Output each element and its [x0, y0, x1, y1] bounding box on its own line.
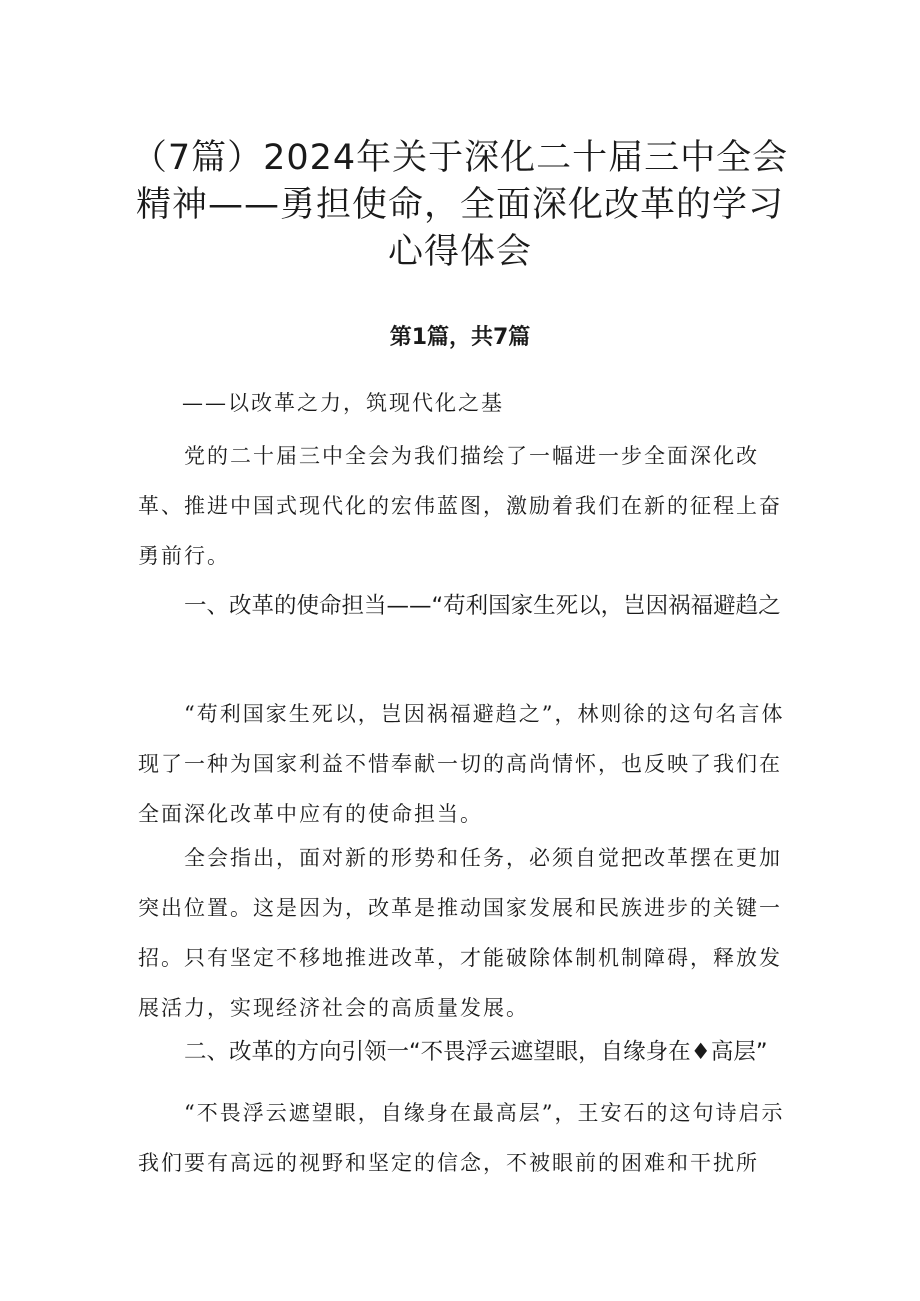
section-2-heading: 二、改革的方向引领一“不畏浮云遮望眼，自缘身在♦高层”: [184, 1039, 768, 1065]
title-line-1: （7篇）2024年关于深化二十届三中全会: [131, 138, 789, 179]
document-title: [100, 135, 820, 276]
section-1-heading: 一、改革的使命担当——“苟利国家生死以，岂因祸福避趋之: [184, 593, 781, 619]
paragraph-4: “不畏浮云遮望眼，自缘身在最高层”，王安石的这句诗启示我们要有高远的视野和坚定的信念，不被眼前的困难和干扰所: [138, 1101, 785, 1175]
title-line-3: 心得体会: [387, 232, 532, 273]
title-line-2: 精神——勇担使命，全面深化改革的学习: [135, 185, 784, 226]
paragraph-3: 全会指出，面对新的形势和任务，必须自觉把改革摆在更加突出位置。这是因为，改革是推动国家发展和民族进步的关键一招。只有坚定不移地推进改革，才能破除体制机制障碍，释放发展活力，实现经济社会的高质量发展。: [138, 846, 782, 1020]
part-heading: 第1篇，共7篇: [389, 325, 531, 350]
subtitle: ——以改革之力，筑现代化之基: [182, 391, 504, 415]
paragraph-2: “苟利国家生死以，岂因祸福避趋之”，林则徐的这句名言体现了一种为国家利益不惜奉献一切的高尚情怀，也反映了我们在全面深化改革中应有的使命担当。: [138, 702, 785, 826]
paragraph-1: 党的二十届三中全会为我们描绘了一幅进一步全面深化改革、推进中国式现代化的宏伟蓝图，激励着我们在新的征程上奋勇前行。: [138, 444, 782, 568]
